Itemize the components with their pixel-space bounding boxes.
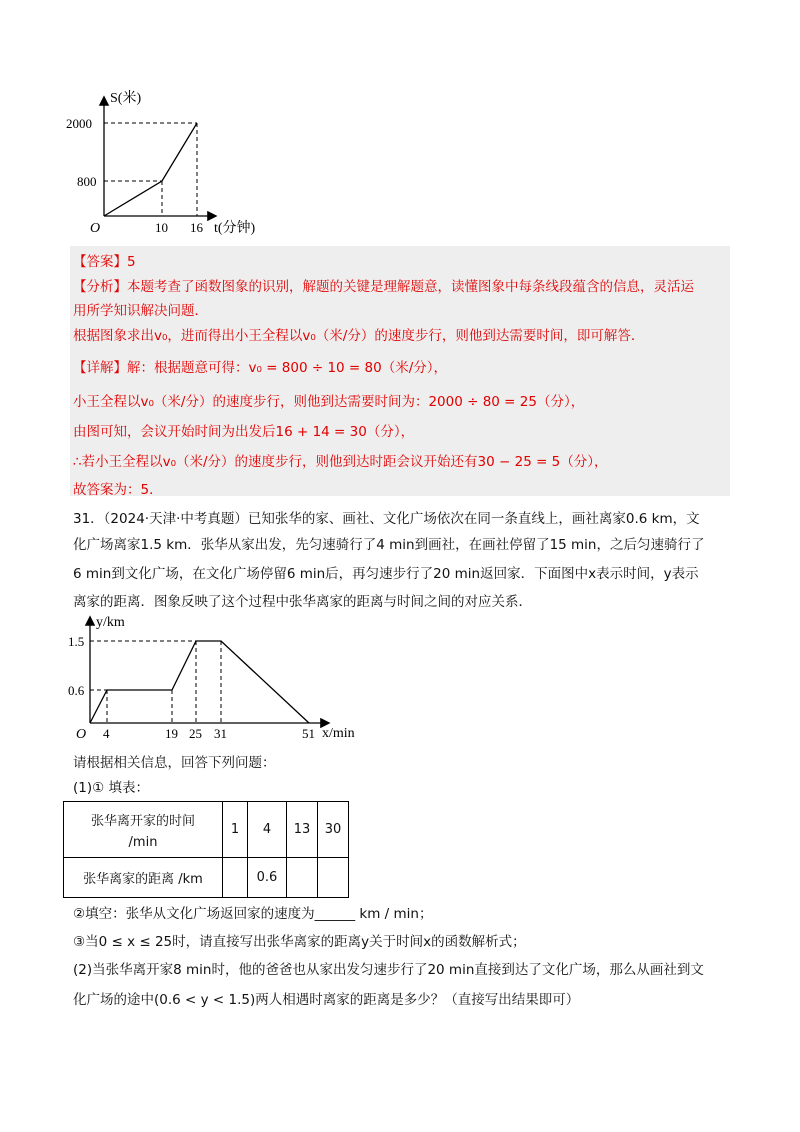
problem-line-2: 化广场离家1.5 km．张华从家出发，先匀速骑行了4 min到画社，在画社停留了15 min，之后匀速骑行了 bbox=[73, 537, 705, 553]
table-cell: 1 bbox=[223, 802, 248, 858]
detail-line-2: 小王全程以v₀（米/分）的速度步行，则他到达需要时间为：2000 ÷ 80 = 25（分）， bbox=[73, 394, 585, 410]
question-2-line-1: (2)当张华离开家8 min时，他的爸爸也从家出发匀速步行了20 min直接到达了文化广场，那么从画社到文 bbox=[73, 962, 704, 978]
table-cell[interactable] bbox=[287, 858, 318, 898]
chart2-xtick-51: 51 bbox=[302, 726, 315, 741]
chart1-ylabel: S(米) bbox=[110, 91, 142, 106]
analysis-line-2: 用所学知识解决问题． bbox=[73, 303, 208, 319]
table-cell[interactable] bbox=[318, 858, 349, 898]
table-cell: 30 bbox=[318, 802, 349, 858]
chart2-xtick-4: 4 bbox=[103, 726, 110, 741]
detail-line-1: 【详解】解：根据题意可得：v₀ = 800 ÷ 10 = 80（米/分）， bbox=[73, 360, 448, 376]
fill-table bbox=[63, 801, 349, 898]
chart2-xtick-19: 19 bbox=[165, 726, 178, 741]
table-header-time: 张华离开家的时间 /min bbox=[64, 802, 223, 858]
chart1-origin: O bbox=[90, 221, 101, 236]
chart2-ylabel: y/km bbox=[96, 615, 125, 630]
detail-line-5: 故答案为：5． bbox=[73, 482, 163, 498]
chart1-ytick-2000: 2000 bbox=[66, 116, 92, 131]
chart2-xtick-31: 31 bbox=[214, 726, 227, 741]
question-intro: 请根据相关信息，回答下列问题： bbox=[73, 755, 276, 771]
question-1-1: (1)① 填表： bbox=[73, 780, 150, 796]
analysis-line-3: 根据图象求出v₀，进而得出小王全程以v₀（米/分）的速度步行，则他到达需要时间，即可解答． bbox=[73, 328, 645, 344]
table-cell: 0.6 bbox=[248, 858, 287, 898]
chart1-series bbox=[104, 123, 197, 216]
question-2-line-2: 化广场的途中(0.6 < y < 1.5)两人相遇时离家的距离是多少？（直接写出结果即可） bbox=[73, 992, 580, 1008]
table-cell[interactable] bbox=[223, 858, 248, 898]
analysis-line-1: 【分析】本题考查了函数图象的识别，解题的关键是理解题意，读懂图象中每条线段蕴含的信息，灵活运 bbox=[73, 279, 694, 295]
table-cell: 13 bbox=[287, 802, 318, 858]
table-header-distance: 张华离家的距离 /km bbox=[64, 858, 223, 898]
chart2-xlabel: x/min bbox=[322, 726, 355, 741]
chart1-xtick-16: 16 bbox=[190, 220, 203, 235]
problem-line-4: 离家的距离．图象反映了这个过程中张华离家的距离与时间之间的对应关系． bbox=[73, 594, 532, 610]
chart2-origin: O bbox=[76, 727, 87, 742]
distance-time-chart-2 bbox=[66, 612, 366, 742]
chart2-series bbox=[90, 641, 309, 723]
chart2-xtick-25: 25 bbox=[189, 726, 202, 741]
chart1-xlabel: t(分钟) bbox=[214, 221, 256, 236]
answer-line: 【答案】5 bbox=[73, 254, 136, 270]
detail-line-4: ∴若小王全程以v₀（米/分）的速度步行，则他到达时距会议开始还有30 − 25 = 5（分）， bbox=[73, 454, 608, 470]
chart1-ytick-800: 800 bbox=[77, 174, 97, 189]
chart2-ytick-0.6: 0.6 bbox=[68, 683, 85, 698]
table-cell: 4 bbox=[248, 802, 287, 858]
question-1-2: ②填空：张华从文化广场返回家的速度为______ km / min； bbox=[73, 906, 433, 922]
chart2-ytick-1.5: 1.5 bbox=[68, 634, 85, 649]
distance-time-chart-1 bbox=[60, 88, 280, 248]
question-1-3: ③当0 ≤ x ≤ 25时，请直接写出张华离家的距离y关于时间x的函数解析式； bbox=[73, 934, 526, 950]
chart1-xtick-10: 10 bbox=[155, 220, 168, 235]
problem-line-1: 31．（2024·天津·中考真题）已知张华的家、画社、文化广场依次在同一条直线上，画社离家0.6 km，文 bbox=[73, 511, 700, 527]
detail-line-3: 由图可知，会议开始时间为出发后16 + 14 = 30（分）， bbox=[73, 424, 415, 440]
problem-line-3: 6 min到文化广场，在文化广场停留6 min后，再匀速步行了20 min返回家．下面图中x表示时间，y表示 bbox=[73, 566, 699, 582]
